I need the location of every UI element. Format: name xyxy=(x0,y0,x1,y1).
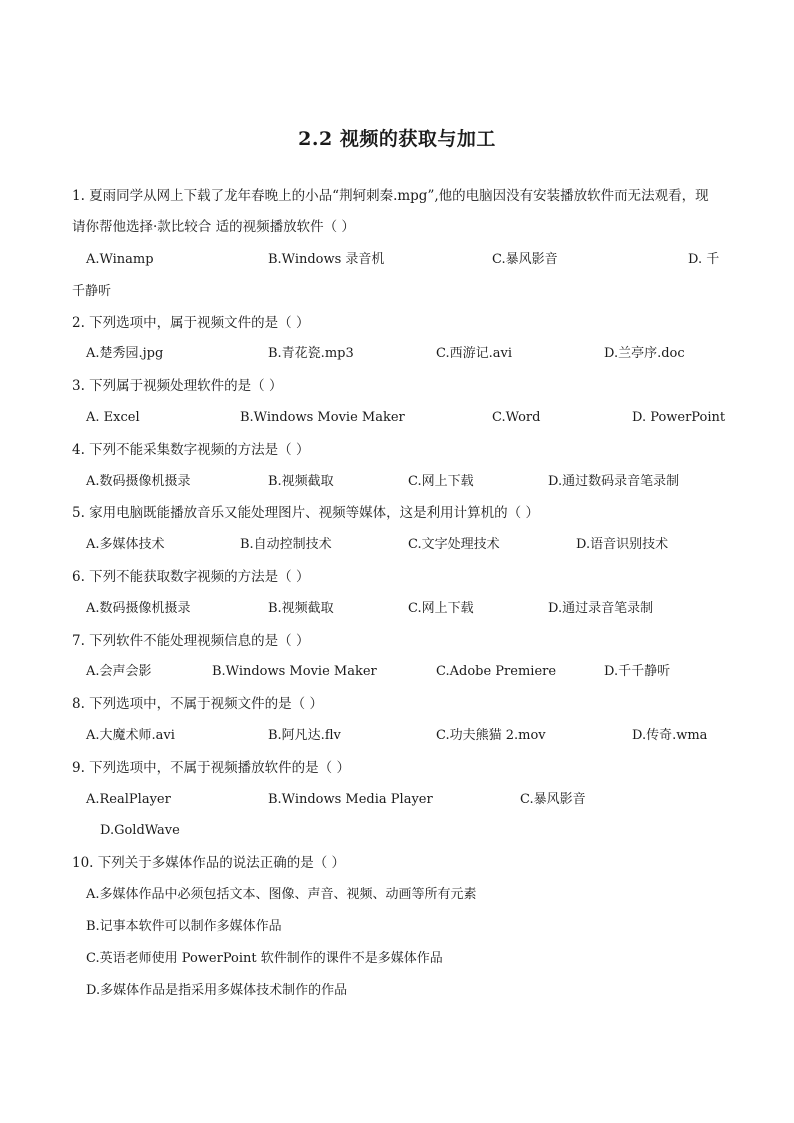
question-2-option-a: A.楚秀园.jpg xyxy=(86,346,164,361)
question-7-option-b: B.Windows Movie Maker xyxy=(212,664,377,679)
question-4-option-a: A.数码摄像机摄录 xyxy=(86,474,191,489)
question-8-option-a: A.大魔术师.avi xyxy=(86,728,175,743)
question-10-stem: 10. 下列关于多媒体作品的说法正确的是（ ） xyxy=(72,855,346,871)
question-1-option-d: D. 千 xyxy=(688,252,720,267)
question-3-option-b: B.Windows Movie Maker xyxy=(240,410,405,425)
question-2-option-d: D.兰亭序.doc xyxy=(604,346,685,361)
question-4-option-d: D.通过数码录音笔录制 xyxy=(548,474,680,489)
question-2-option-c: C.西游记.avi xyxy=(436,346,513,361)
question-1-option-b: B.Windows 录音机 xyxy=(268,252,385,267)
question-5-option-b: B.自动控制技术 xyxy=(240,537,332,552)
question-1-option-a: A.Winamp xyxy=(86,252,154,267)
question-5-option-c: C.文字处理技术 xyxy=(408,537,500,552)
question-5-option-a: A.多媒体技术 xyxy=(86,537,165,552)
question-1-option-c: C.暴风影音 xyxy=(492,252,558,267)
question-2-stem: 2. 下列选项中，属于视频文件的是（ ） xyxy=(72,315,310,331)
question-8-option-b: B.阿凡达.flv xyxy=(268,728,341,743)
question-1-stem-line2: 请你帮他选择·款比较合 适的视频播放软件（ ） xyxy=(72,219,355,235)
question-3-option-c: C.Word xyxy=(492,410,541,425)
question-8-stem: 8. 下列选项中，不属于视频文件的是（ ） xyxy=(72,696,323,712)
page-title: 2.2 视频的获取与加工 xyxy=(298,128,496,150)
question-9-stem: 9. 下列选项中，不属于视频播放软件的是（ ） xyxy=(72,760,350,776)
question-9-option-a: A.RealPlayer xyxy=(86,792,171,807)
question-10-option-d: D.多媒体作品是指采用多媒体技术制作的作品 xyxy=(86,983,348,998)
question-6-stem: 6. 下列不能获取数字视频的方法是（ ） xyxy=(72,569,310,585)
question-7-option-d: D.千千静听 xyxy=(604,664,671,679)
question-4-option-b: B.视频截取 xyxy=(268,474,334,489)
question-6-option-c: C.网上下载 xyxy=(408,601,474,616)
question-7-option-a: A.会声会影 xyxy=(86,664,152,679)
question-3-option-a: A. Excel xyxy=(86,410,140,425)
question-7-stem: 7. 下列软件不能处理视频信息的是（ ） xyxy=(72,633,310,649)
question-6-option-d: D.通过录音笔录制 xyxy=(548,601,654,616)
question-9-option-b: B.Windows Media Player xyxy=(268,792,433,807)
question-3-stem: 3. 下列属于视频处理软件的是（ ） xyxy=(72,378,283,394)
question-9-option-c: C.暴风影音 xyxy=(520,792,586,807)
question-5-option-d: D.语音识别技术 xyxy=(576,537,669,552)
question-6-option-a: A.数码摄像机摄录 xyxy=(86,601,191,616)
question-9-option-d: D.GoldWave xyxy=(100,823,180,838)
question-6-option-b: B.视频截取 xyxy=(268,601,334,616)
question-4-option-c: C.网上下载 xyxy=(408,474,474,489)
question-10-option-c: C.英语老师使用 PowerPoint 软件制作的课件不是多媒体作品 xyxy=(86,951,443,966)
question-10-option-a: A.多媒体作品中必须包括文本、图像、声音、视频、动画等所有元素 xyxy=(86,887,477,902)
question-7-option-c: C.Adobe Premiere xyxy=(436,664,557,679)
question-3-option-d: D. PowerPoint xyxy=(632,410,726,425)
question-2-option-b: B.青花瓷.mp3 xyxy=(268,346,354,361)
question-1-stem-line1: 1. 夏雨同学从网上下载了龙年春晚上的小品“荆轲刺秦.mpg”,他的电脑因没有安装播放软件而无法观看，现 xyxy=(72,188,709,204)
question-5-stem: 5. 家用电脑既能播放音乐又能处理图片、视频等媒体，这是利用计算机的（ ） xyxy=(72,505,539,521)
question-1-option-d-wrap: 千静听 xyxy=(72,284,112,299)
question-8-option-c: C.功夫熊猫 2.mov xyxy=(436,728,546,743)
question-8-option-d: D.传奇.wma xyxy=(632,728,708,743)
question-4-stem: 4. 下列不能采集数字视频的方法是（ ） xyxy=(72,442,310,458)
question-10-option-b: B.记事本软件可以制作多媒体作品 xyxy=(86,919,282,934)
